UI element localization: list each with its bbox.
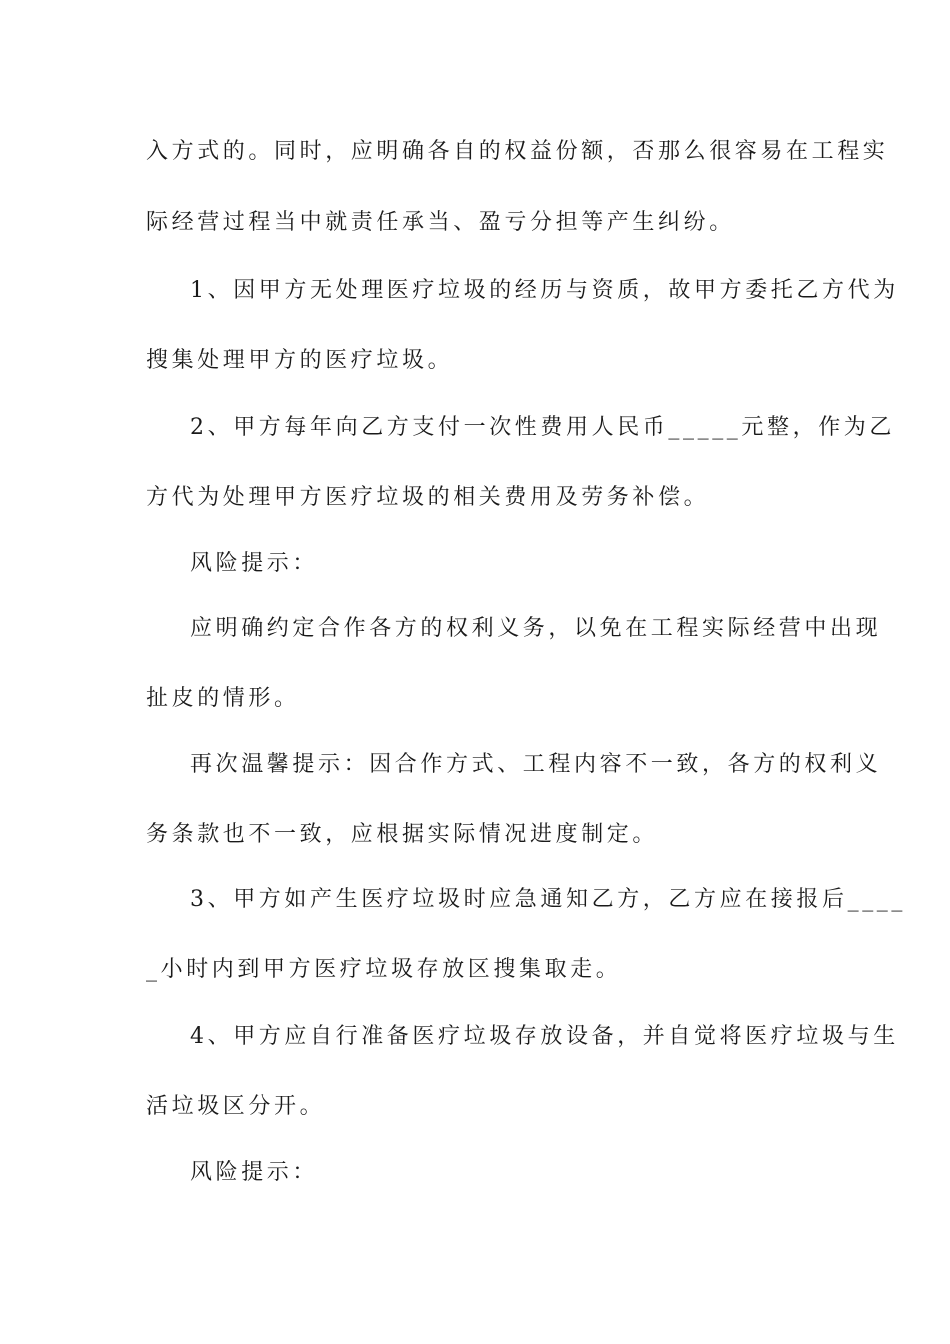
- text-line: _小时内到甲方医疗垃圾存放区搜集取走。: [146, 957, 622, 982]
- paragraph-2-start: 2、甲方每年向乙方支付一次性费用人民币_____元整，作为乙: [190, 415, 895, 440]
- text-line: 搜集处理甲方的医疗垃圾。: [146, 348, 454, 373]
- text-line: 际经营过程当中就责任承当、盈亏分担等产生纠纷。: [146, 210, 735, 235]
- text-line: 务条款也不一致，应根据实际情况进度制定。: [146, 822, 659, 847]
- paragraph-4-start: 4、甲方应自行准备医疗垃圾存放设备，并自觉将医疗垃圾与生: [190, 1024, 899, 1049]
- text-line: 入方式的。同时，应明确各自的权益份额，否那么很容易在工程实: [146, 139, 889, 164]
- text-line: 活垃圾区分开。: [146, 1094, 326, 1119]
- risk-notice-heading: 风险提示：: [190, 1160, 319, 1185]
- risk-notice-heading: 风险提示：: [190, 551, 319, 576]
- warm-reminder-text: 再次温馨提示：因合作方式、工程内容不一致，各方的权利义: [190, 752, 882, 777]
- risk-notice-text: 应明确约定合作各方的权利义务，以免在工程实际经营中出现: [190, 616, 882, 641]
- text-line: 扯皮的情形。: [146, 686, 300, 711]
- paragraph-1-start: 1、因甲方无处理医疗垃圾的经历与资质，故甲方委托乙方代为: [190, 278, 899, 303]
- text-line: 方代为处理甲方医疗垃圾的相关费用及劳务补偿。: [146, 485, 710, 510]
- paragraph-3-start: 3、甲方如产生医疗垃圾时应急通知乙方，乙方应在接报后____: [190, 887, 906, 912]
